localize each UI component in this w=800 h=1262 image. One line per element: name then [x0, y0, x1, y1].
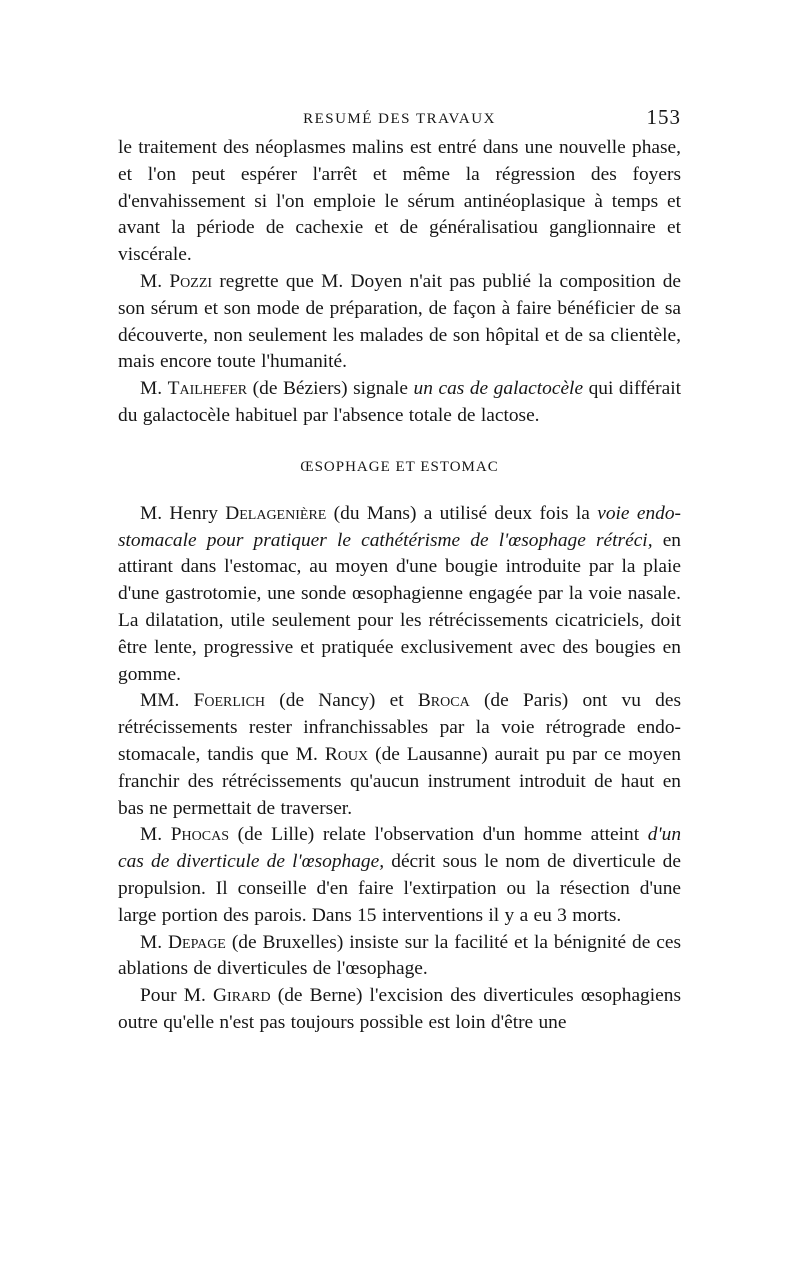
paragraph-delageniere: [118, 501, 681, 689]
author-name: Depage: [168, 931, 226, 953]
paragraph-text: qui différait du galactocèle habituel par l'absence totale de lactose.: [118, 378, 681, 426]
paragraph-phocas: [118, 822, 681, 929]
paragraph-depage: [118, 930, 681, 984]
paragraph-lead: M.: [140, 378, 168, 400]
paragraph-text: (de Berne) l'excision des diverticules œsophagiens outre qu'elle n'est pas toujours possible est loin d'être une: [118, 985, 681, 1033]
paragraph-lead: M.: [140, 270, 170, 292]
section-heading: ŒSOPHAGE ET ESTOMAC: [300, 458, 499, 475]
paragraph-text: (du Mans) a utilisé deux fois la: [326, 502, 598, 524]
author-name: Phocas: [170, 824, 230, 846]
paragraph-text: (de Paris) ont vu des rétrécissements rester infranchissables par la voie rétrograde endo-stomacale, tandis que M.: [118, 690, 681, 765]
paragraph-pozzi: [118, 269, 681, 376]
paragraph-text: (de Bruxelles) insiste sur la facilité et la bénignité de ces ablations de diverticules de l'œsophage.: [118, 931, 681, 980]
author-name: Girard: [213, 985, 271, 1007]
italic-title: d'un cas de diverticule de l'œsophage,: [118, 824, 682, 873]
paragraph-serum: [118, 135, 681, 269]
author-name: Foerlich: [193, 690, 266, 712]
paragraph-lead: M.: [140, 931, 169, 953]
paragraph-text: (de Lausanne) aurait pu par ce moyen franchir des rétrécissements qu'aucun instrument introduit de haut en bas ne permettait de traverser.: [118, 743, 681, 819]
paragraph-lead: Pour M.: [140, 985, 214, 1007]
running-title: RESUMÉ DES TRAVAUX: [303, 111, 496, 127]
author-name: Broca: [417, 690, 470, 712]
author-name: Delagenière: [225, 502, 327, 524]
author-name: Pozzi: [169, 270, 213, 292]
author-name: Roux: [324, 743, 369, 765]
italic-title: voie endo-stomacale pour pratiquer le cathétérisme de l'œsophage rétréci,: [118, 502, 682, 551]
paragraph-tailhefer: [118, 376, 681, 430]
author-name: Tailhefer: [167, 378, 248, 400]
paragraph-text: (de Béziers) signale: [247, 378, 414, 400]
paragraph-girard: [118, 983, 681, 1037]
book-page: [118, 105, 681, 1037]
paragraph-lead: MM.: [140, 690, 194, 712]
paragraph-text: (de Nancy) et: [265, 690, 418, 712]
italic-title: un cas de galactocèle: [413, 378, 584, 400]
paragraph-lead: M. Henry: [140, 502, 226, 524]
paragraph-lead: M.: [140, 824, 171, 846]
paragraph-foerlich-broca: [118, 688, 681, 822]
paragraph-text: le traitement des néoplasmes malins est entré dans une nouvelle phase, et l'on peut espérer l'arrêt et même la régression des foyers d'envahissement si l'on emploie le sérum antinéoplasique à temps et avant la période de cachexie et de généralisatiou ganglionnaire et viscérale.: [118, 137, 681, 266]
page-number: 153: [646, 105, 681, 129]
paragraph-text: décrit sous le nom de diverticule de propulsion. Il conseille d'en faire l'extirpation ou la résection d'une large portion des parois. Dans 15 interventions il y a eu 3 morts.: [118, 851, 681, 926]
running-header: [118, 105, 681, 135]
paragraph-text: regrette que M. Doyen n'ait pas publié la composition de son sérum et son mode de préparation, de façon à faire bénéficier de sa découverte, non seulement les malades de son hôpital et de sa clientèle, mais encore toute l'humanité.: [118, 270, 681, 373]
paragraph-text: (de Lille) relate l'observation d'un homme atteint: [229, 824, 648, 846]
paragraph-text: en attirant dans l'estomac, au moyen d'une bougie introduite par la plaie d'une gastrotomie, une sonde œsophagienne engagée par la voie nasale. La dilatation, utile seulement pour les rétrécissements cicatriciels, doit être lente, progressive et pratiquée exclusivement avec des bougies en gomme.: [118, 529, 681, 685]
